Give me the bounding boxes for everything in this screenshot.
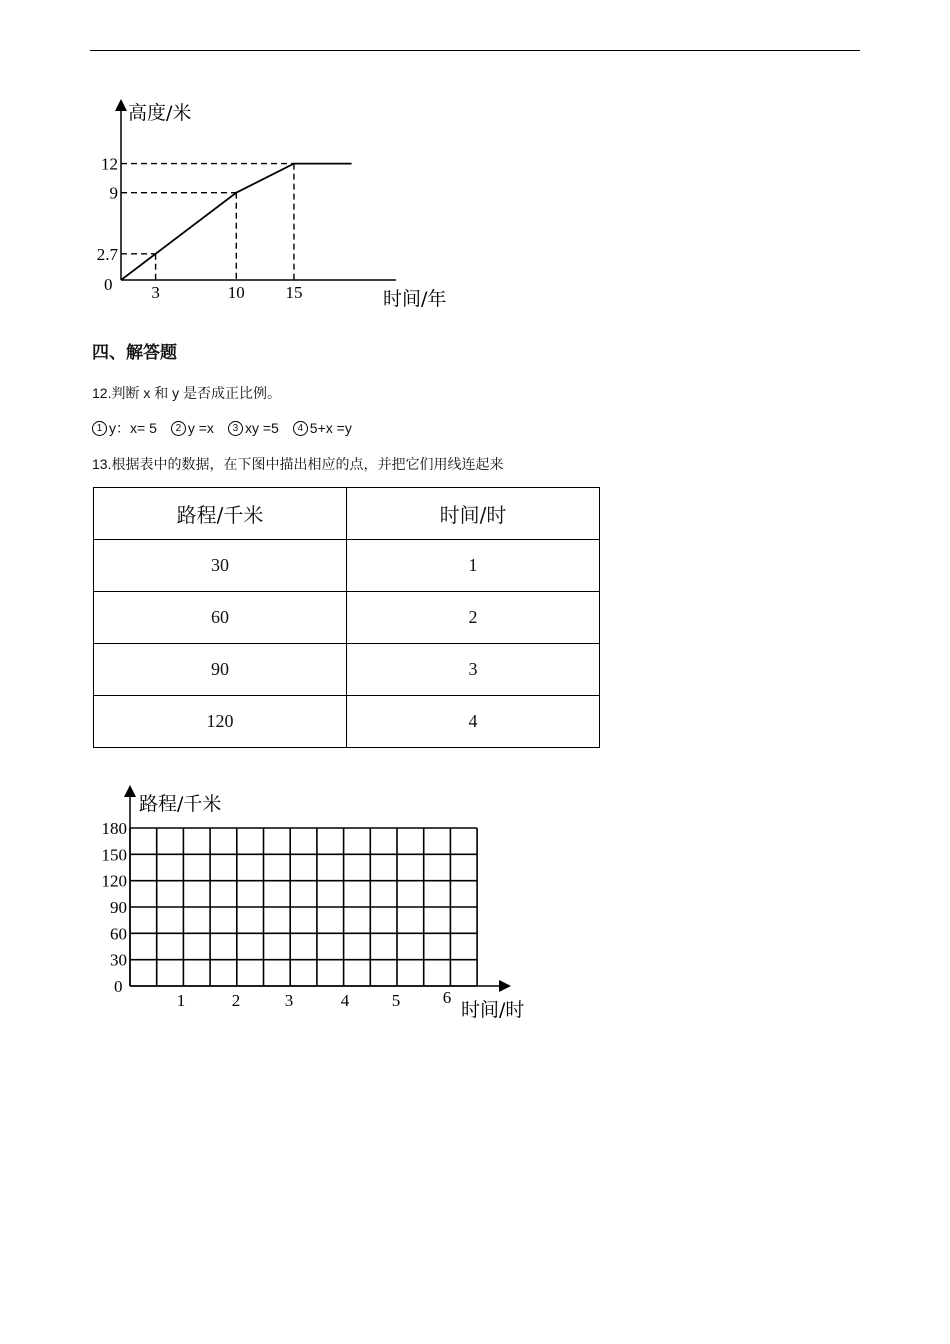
table-header-cell: 时间/时 <box>347 488 600 540</box>
option-3 <box>228 418 279 438</box>
y-tick-label: 150 <box>101 845 127 865</box>
circled-number: 3 <box>228 421 243 436</box>
y-axis-label: 路程/千米 <box>139 793 222 815</box>
distance-time-grid <box>85 785 545 1025</box>
question-12-options <box>92 418 352 438</box>
table-cell: 60 <box>94 592 347 644</box>
option-text: 5+x =y <box>309 420 352 436</box>
table-cell: 4 <box>347 696 600 748</box>
height-time-chart <box>80 95 480 325</box>
series-line <box>121 164 352 280</box>
distance-time-table <box>93 487 600 748</box>
table-cell: 1 <box>347 540 600 592</box>
y-tick-label: 2.7 <box>96 244 118 264</box>
y-tick-label: 30 <box>110 950 127 970</box>
table-row <box>94 644 600 696</box>
table-cell: 90 <box>94 644 347 696</box>
question-12: 12.判断 x 和 y 是否成正比例。 <box>92 385 282 401</box>
y-tick-label: 9 <box>109 183 118 203</box>
option-text: y：x= 5 <box>109 420 157 436</box>
option-text: xy =5 <box>244 420 279 436</box>
table-cell: 3 <box>347 644 600 696</box>
y-tick-label: 90 <box>110 898 127 917</box>
circled-number: 1 <box>92 421 107 436</box>
y-axis-label: 高度/米 <box>128 102 192 124</box>
table-header-row <box>94 488 600 540</box>
circled-number: 4 <box>293 421 308 436</box>
x-tick-label: 4 <box>340 991 350 1010</box>
table-row <box>94 592 600 644</box>
x-tick-label: 2 <box>231 991 241 1010</box>
section-title: 四、解答题 <box>92 343 177 362</box>
circled-number: 2 <box>171 421 186 436</box>
x-tick-label: 15 <box>285 283 303 302</box>
table-row <box>94 540 600 592</box>
header-rule <box>90 50 860 51</box>
y-tick-label: 120 <box>101 871 127 891</box>
origin-label: 0 <box>114 977 123 996</box>
x-tick-label: 5 <box>391 991 401 1010</box>
table-cell: 30 <box>94 540 347 592</box>
y-tick-label: 60 <box>110 924 127 944</box>
option-1 <box>92 418 157 438</box>
y-tick-label: 12 <box>101 154 118 174</box>
y-tick-label: 180 <box>101 819 127 838</box>
x-tick-label: 10 <box>227 283 245 302</box>
x-axis-label: 时间/时 <box>461 999 525 1021</box>
x-tick-label: 3 <box>284 991 294 1010</box>
origin-label: 0 <box>104 275 113 294</box>
option-4 <box>293 418 352 438</box>
x-axis-label: 时间/年 <box>383 288 447 310</box>
x-tick-label: 3 <box>151 283 160 302</box>
table-cell: 120 <box>94 696 347 748</box>
question-13: 13.根据表中的数据，在下图中描出相应的点，并把它们用线连起来 <box>92 456 504 472</box>
option-text: y =x <box>187 420 214 436</box>
option-2 <box>171 418 214 438</box>
x-tick-label: 1 <box>176 991 186 1010</box>
table-cell: 2 <box>347 592 600 644</box>
x-tick-label: 6 <box>442 988 452 1007</box>
table-header-cell: 路程/千米 <box>94 488 347 540</box>
table-row <box>94 696 600 748</box>
